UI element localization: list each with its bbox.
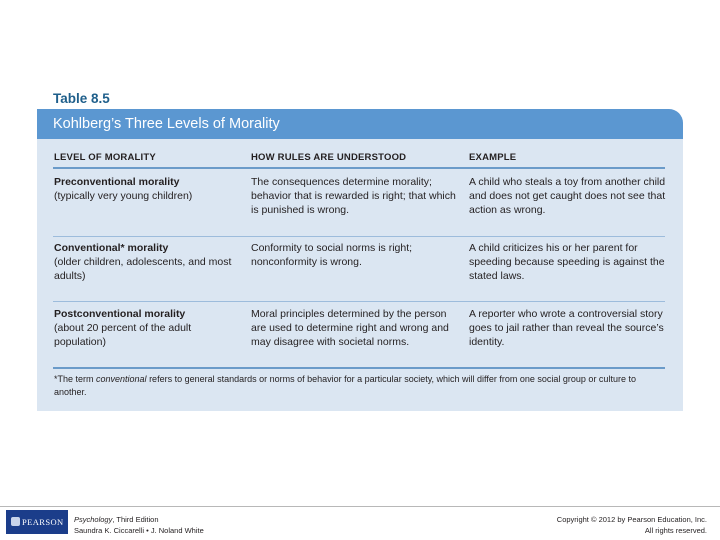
book-title: Psychology [74, 515, 113, 524]
footer-divider [0, 506, 720, 507]
book-edition: , Third Edition [112, 515, 159, 524]
footnote-term: conventional [96, 374, 147, 384]
header-level: LEVEL OF MORALITY [54, 152, 156, 163]
rules-cell: Conformity to social norms is right; nonconformity is wrong. [251, 242, 413, 268]
level-note: (about 20 percent of the adult population) [54, 322, 192, 348]
pearson-mark-icon [11, 517, 20, 526]
example-cell: A child who steals a toy from another child and does not get caught does not see that action as wrong. [469, 176, 666, 216]
book-authors: Saundra K. Ciccarelli • J. Noland White [74, 526, 204, 535]
header-rules: HOW RULES ARE UNDERSTOOD [251, 152, 407, 163]
level-name: Preconventional morality [54, 176, 180, 188]
rules-cell: Moral principles determined by the person are used to determine right and wrong and may disagree with societal norms. [251, 308, 449, 348]
example-cell: A reporter who wrote a controversial story goes to jail rather than reveal the source’s identity. [469, 308, 664, 348]
level-note: (older children, adolescents, and most adults) [54, 256, 232, 282]
rights-line: All rights reserved. [644, 526, 707, 535]
table-footnote [54, 373, 664, 399]
level-cell [54, 241, 244, 283]
row-divider [53, 301, 665, 302]
table-number: Table 8.5 [53, 91, 110, 106]
level-note: (typically very young children) [54, 190, 193, 202]
pearson-logo [6, 510, 68, 534]
footnote-text: refers to general standards or norms of behavior for a particular society, which will differ from one social group or culture to another. [54, 374, 636, 397]
book-citation [74, 514, 204, 536]
table-title: Kohlberg’s Three Levels of Morality [53, 116, 280, 132]
table-title-bar [37, 109, 683, 139]
copyright-line: Copyright © 2012 by Pearson Education, Inc. [556, 515, 707, 524]
level-cell [54, 175, 244, 203]
copyright-notice [557, 514, 707, 536]
level-cell [54, 307, 244, 349]
level-name: Postconventional morality [54, 308, 186, 320]
header-divider [53, 167, 665, 169]
logo-text: PEARSON [22, 517, 64, 527]
table-panel [37, 139, 683, 411]
row-divider [53, 236, 665, 237]
header-example: EXAMPLE [469, 152, 517, 163]
rules-cell: The consequences determine morality; behavior that is rewarded is right; that which is punished is wrong. [251, 176, 456, 216]
footnote-divider [53, 367, 665, 369]
level-name: Conventional* morality [54, 242, 169, 254]
example-cell: A child criticizes his or her parent for speeding because speeding is against the stated laws. [469, 242, 665, 282]
footnote-prefix: *The term [54, 374, 97, 384]
